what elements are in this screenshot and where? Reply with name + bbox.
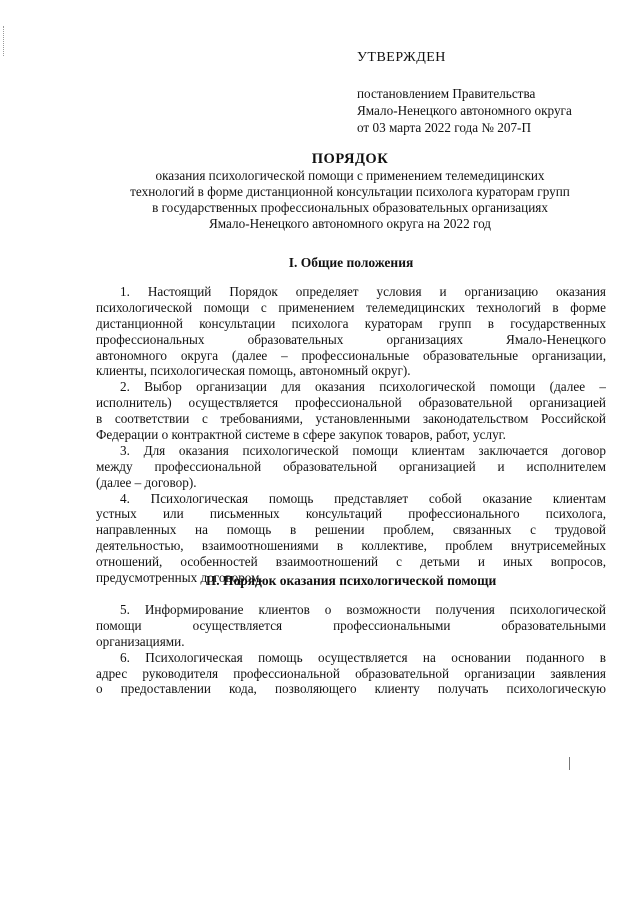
text-line: устных или письменных консультаций профессионального психолога,	[96, 506, 606, 522]
text-line: организациями.	[96, 633, 185, 649]
text-line: исполнитель) осуществляется профессиональной образовательной организацией	[96, 395, 606, 411]
section-heading: II. Порядок оказания психологической помощи	[205, 573, 497, 588]
text-line: психологической помощи с применением телемедицинских технологий в форме	[96, 299, 606, 315]
text-line: 5. Информирование клиентов о возможности получения психологической	[120, 602, 606, 617]
paragraph	[96, 284, 606, 379]
document-title	[90, 150, 610, 232]
text-line: автономного округа (далее – профессиональные образовательные организации,	[96, 347, 606, 363]
title-line: в государственных профессиональных образовательных организациях	[152, 200, 548, 215]
text-line: дистанционной консультации психолога кураторам групп в государственных	[96, 315, 606, 331]
paragraph	[96, 379, 606, 443]
text-line: между профессиональной образовательной организацией и исполнителем	[96, 458, 606, 474]
title-main: ПОРЯДОК	[311, 151, 389, 167]
text-line: 1. Настоящий Порядок определяет условия и организацию оказания	[120, 284, 606, 299]
text-line: 2. Выбор организации для оказания психологической помощи (далее –	[120, 379, 606, 395]
text-line: 4. Психологическая помощь представляет собой оказание клиентам	[120, 490, 606, 506]
section-2-body	[96, 602, 606, 697]
text-line: деятельностью, взаимоотношениями в коллективе, проблем внутрисемейных	[96, 538, 606, 554]
text-line: клиенты, психологическая помощь, автономный округ).	[96, 363, 411, 379]
text-line: направленных на помощь в решении проблем, связанных с трудовой	[96, 522, 606, 538]
text-line: отношений, особенностей взаимоотношений с детьми и иных вопросов,	[96, 554, 606, 570]
text-line: Федерации о контрактной системе в сфере закупок товаров, работ, услуг.	[96, 427, 506, 443]
text-line: предусмотренных договором.	[96, 570, 263, 586]
approval-line: от 03 марта 2022 года № 207-П	[357, 120, 531, 135]
text-line: 6. Психологическая помощь осуществляется на основании поданного в	[120, 649, 606, 665]
text-line: о предоставлении кода, позволяющего клиенту получать психологическую	[96, 681, 606, 697]
text-line: в соответствии с требованиями, установленными законодательством Российской	[96, 411, 606, 427]
scan-artifact-mark	[569, 757, 570, 770]
text-line: 3. Для оказания психологической помощи клиентам заключается договор	[120, 442, 606, 458]
scan-margin-mark	[3, 26, 5, 56]
title-line: Ямало-Ненецкого автономного округа на 2022 год	[209, 216, 491, 231]
paragraph	[96, 602, 606, 650]
approval-heading: УТВЕРЖДЕН	[357, 50, 446, 65]
title-line: оказания психологической помощи с применением телемедицинских	[155, 168, 545, 183]
paragraph	[96, 491, 606, 586]
approval-line: Ямало-Ненецкого автономного округа	[357, 103, 572, 118]
title-line: технологий в форме дистанционной консультации психолога кураторам групп	[130, 184, 570, 199]
section-heading: I. Общие положения	[288, 255, 414, 270]
paragraph	[96, 650, 606, 698]
section-1-body	[96, 284, 606, 586]
approval-line: постановлением Правительства	[357, 86, 536, 101]
text-line: помощи осуществляется профессиональными образовательными	[96, 617, 606, 633]
approval-block	[357, 50, 627, 136]
text-line: профессиональных образовательных организациях Ямало-Ненецкого	[96, 331, 606, 347]
text-line: (далее – договор).	[96, 474, 197, 490]
paragraph	[96, 443, 606, 491]
text-line: адрес руководителя профессиональной образовательной организации заявления	[96, 665, 606, 681]
